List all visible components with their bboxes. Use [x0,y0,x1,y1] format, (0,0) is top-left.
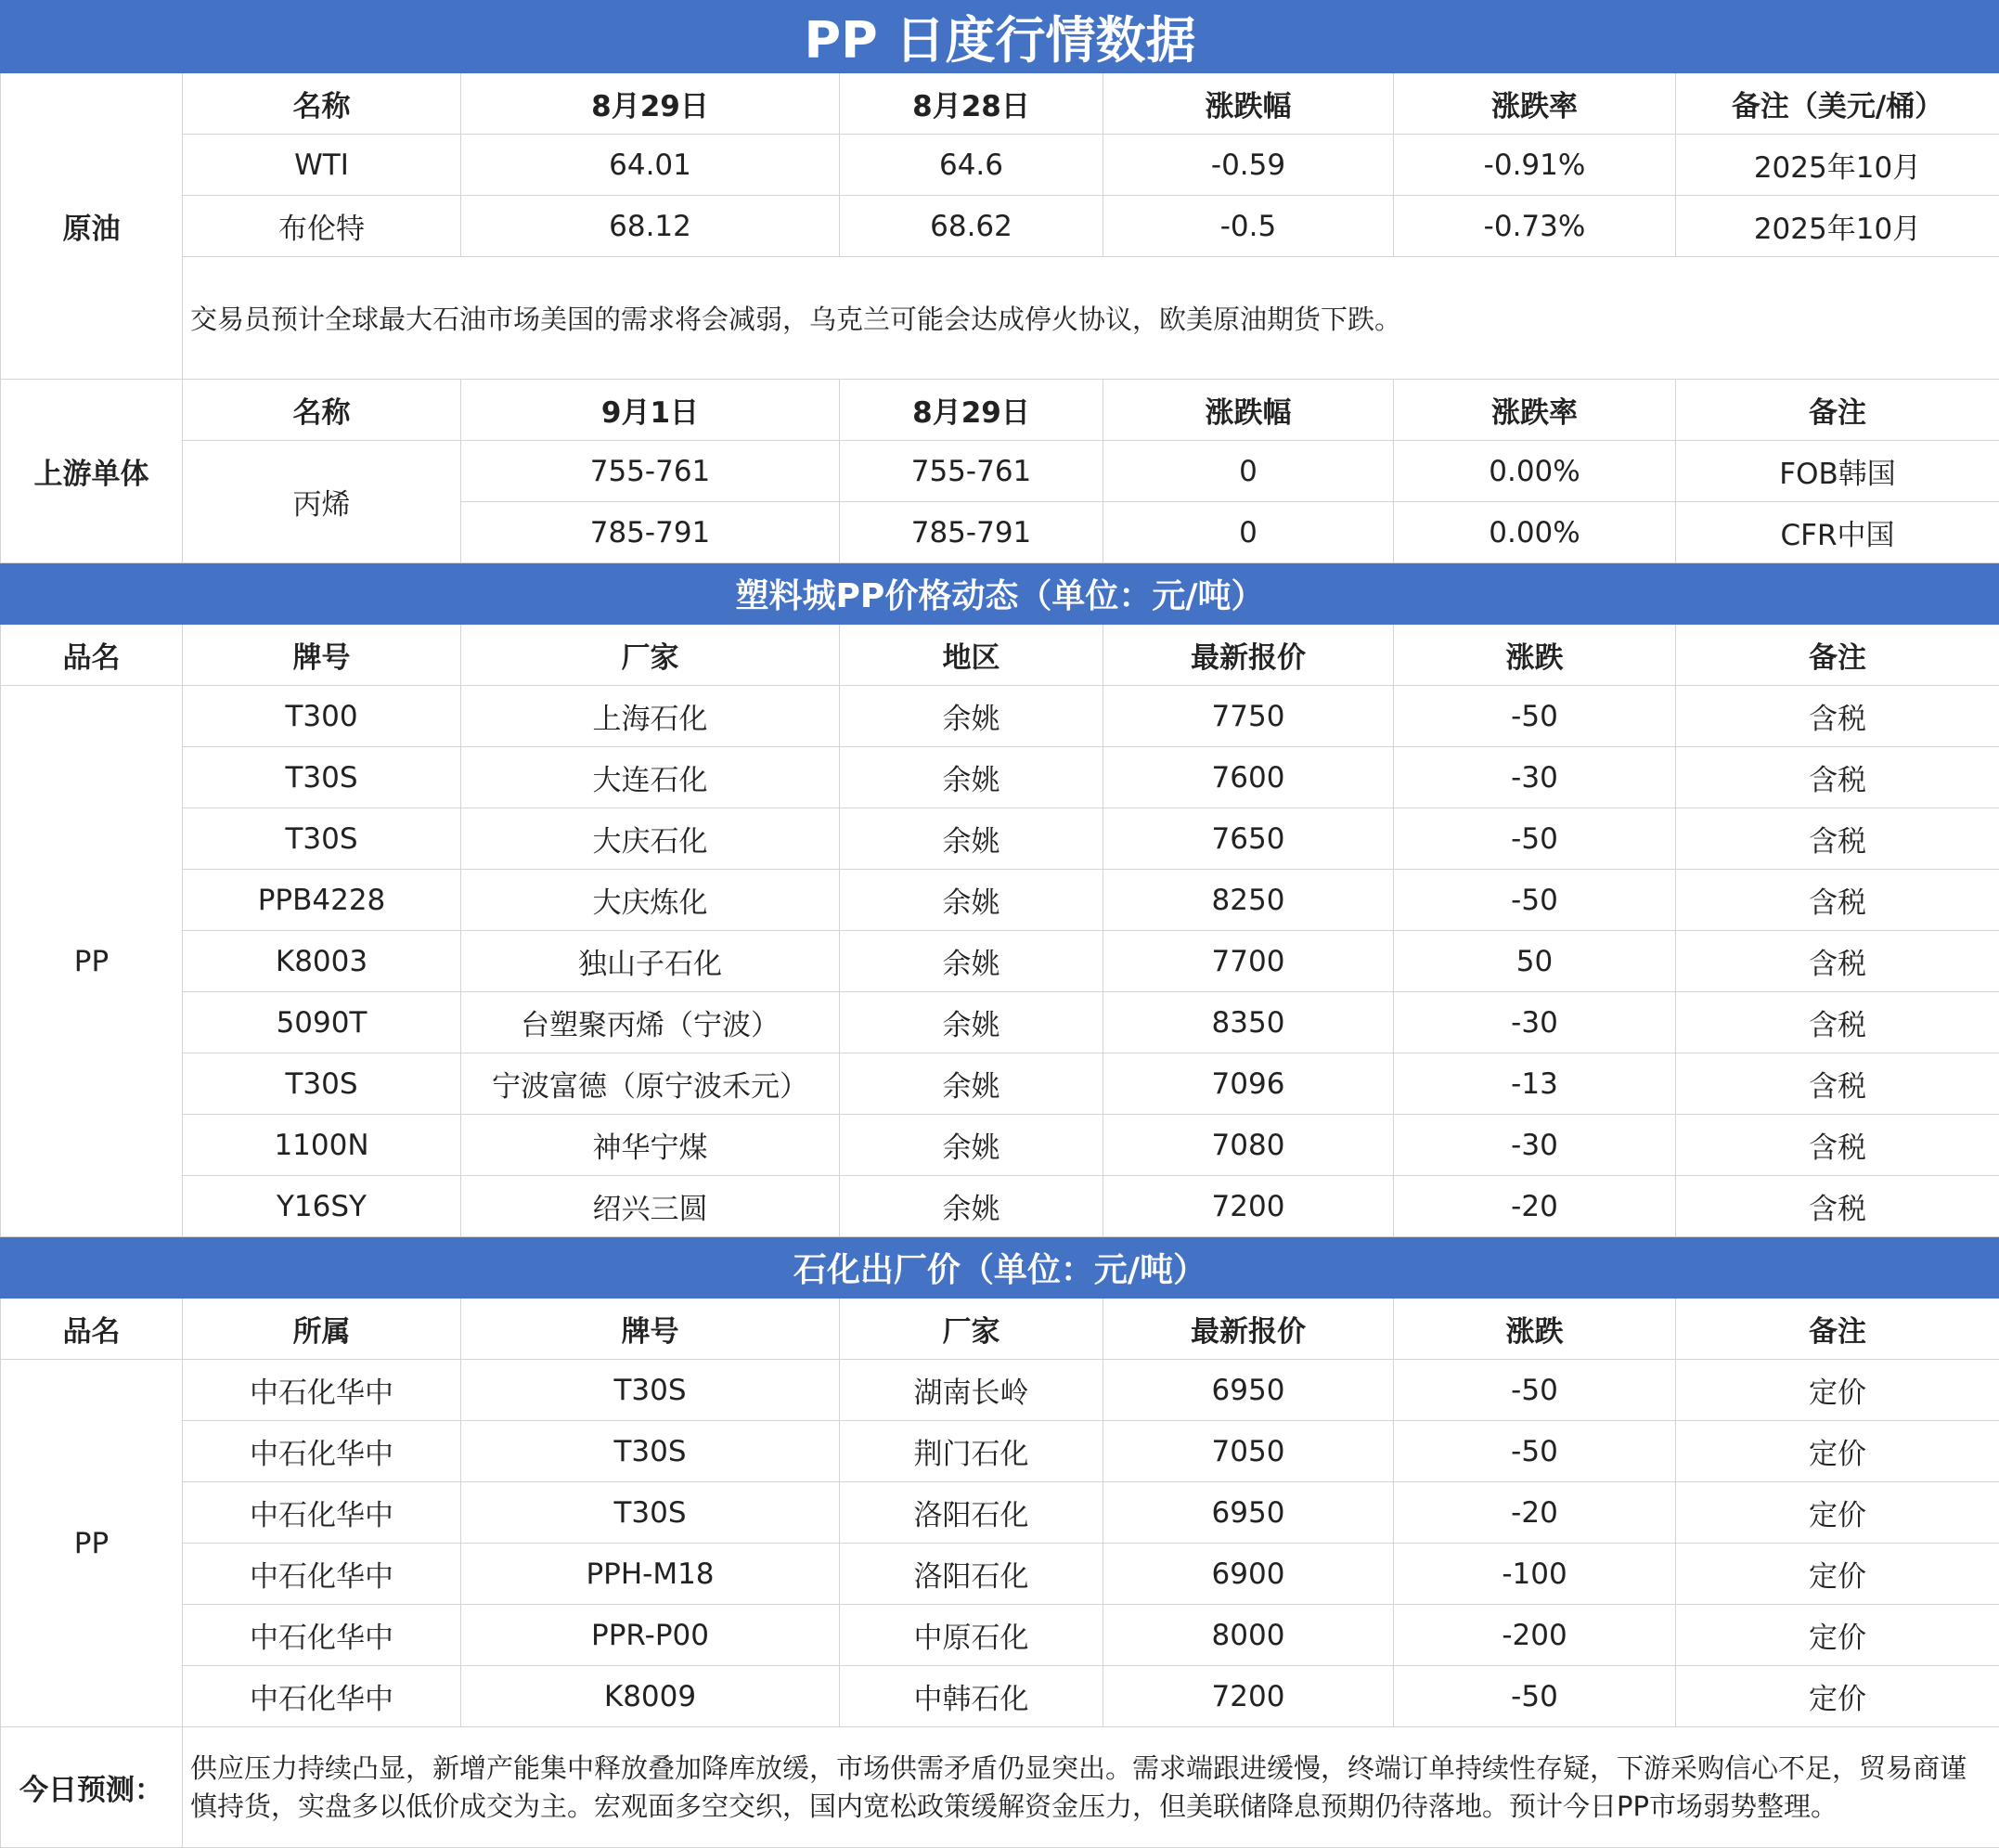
price-cell: 中石化华中 [183,1421,461,1482]
price-cell: 大庆炼化 [461,870,840,931]
upstream-cell: 785-791 [461,502,840,563]
plastics-city-row [1,931,1999,992]
price-cell: 50 [1394,931,1676,992]
price-cell: 余姚 [840,992,1103,1053]
petrochem-row [1,1360,1999,1421]
price-cell: 5090T [183,992,461,1053]
column-header: 涨跌幅 [1103,380,1394,441]
price-cell: T300 [183,686,461,747]
price-cell: 余姚 [840,1053,1103,1115]
column-header: 涨跌率 [1394,73,1676,135]
plastics-city-row [1,1053,1999,1115]
price-cell: -30 [1394,1115,1676,1176]
price-cell: 定价 [1676,1360,1999,1421]
column-header: 备注 [1676,625,1999,686]
crude-row [1,196,1999,257]
price-cell: 绍兴三圆 [461,1176,840,1237]
column-header: 名称 [183,73,461,135]
price-cell: 洛阳石化 [840,1482,1103,1544]
column-header: 9月1日 [461,380,840,441]
price-cell: 大庆石化 [461,808,840,870]
plastics-city-row [1,747,1999,808]
crude-cell: WTI [183,135,461,196]
page-title: PP 日度行情数据 [1,1,1999,73]
forecast-text: 供应压力持续凸显，新增产能集中释放叠加降库放缓，市场供需矛盾仍显突出。需求端跟进缓慢，终端订单持续性存疑，下游采购信心不足，贸易商谨慎持货，实盘多以低价成交为主。宏观面多空交织，国内宽松政策缓解资金压力，但美联储降息预期仍待落地。预计今日PP市场弱势整理。 [183,1727,1999,1848]
column-header: 涨跌 [1394,625,1676,686]
price-cell: -50 [1394,1360,1676,1421]
upstream-cell: 0.00% [1394,502,1676,563]
petrochem-row [1,1666,1999,1727]
price-cell: 含税 [1676,1176,1999,1237]
petrochem-banner [1,1237,1999,1299]
petrochem-row [1,1605,1999,1666]
crude-oil-label: 原油 [1,73,183,380]
price-cell: 含税 [1676,931,1999,992]
column-header: 备注 [1676,380,1999,441]
price-cell: 含税 [1676,992,1999,1053]
price-cell: 余姚 [840,747,1103,808]
product-name: PP [1,1360,183,1727]
price-cell: 神华宁煤 [461,1115,840,1176]
petrochem-row [1,1544,1999,1605]
crude-note-row [1,257,1999,380]
column-header: 牌号 [183,625,461,686]
price-cell: 含税 [1676,747,1999,808]
price-cell: 定价 [1676,1482,1999,1544]
price-cell: 定价 [1676,1421,1999,1482]
price-cell: 洛阳石化 [840,1544,1103,1605]
price-cell: -30 [1394,992,1676,1053]
column-header: 涨跌 [1394,1299,1676,1360]
price-cell: -200 [1394,1605,1676,1666]
price-cell: 中石化华中 [183,1544,461,1605]
price-cell: PPB4228 [183,870,461,931]
price-cell: 余姚 [840,1176,1103,1237]
price-cell: -13 [1394,1053,1676,1115]
price-cell: 含税 [1676,808,1999,870]
price-cell: 7200 [1103,1176,1394,1237]
price-cell: 含税 [1676,1115,1999,1176]
price-cell: K8009 [461,1666,840,1727]
crude-cell: -0.73% [1394,196,1676,257]
crude-header-row [1,73,1999,135]
price-cell: 8000 [1103,1605,1394,1666]
price-cell: 中石化华中 [183,1605,461,1666]
crude-cell: -0.5 [1103,196,1394,257]
upstream-label: 上游单体 [1,380,183,563]
price-cell: 定价 [1676,1544,1999,1605]
column-header: 牌号 [461,1299,840,1360]
crude-cell: 2025年10月 [1676,135,1999,196]
column-header: 8月28日 [840,73,1103,135]
column-header: 涨跌率 [1394,380,1676,441]
price-cell: K8003 [183,931,461,992]
petrochem-row [1,1421,1999,1482]
price-cell: 7650 [1103,808,1394,870]
price-cell: PPH-M18 [461,1544,840,1605]
price-cell: -50 [1394,808,1676,870]
price-cell: 余姚 [840,931,1103,992]
section-title: 塑料城PP价格动态（单位：元/吨） [1,563,1999,625]
plastics-city-row [1,992,1999,1053]
price-cell: T30S [183,747,461,808]
column-header: 备注（美元/桶） [1676,73,1999,135]
upstream-header-row [1,380,1999,441]
price-cell: T30S [461,1482,840,1544]
crude-cell: -0.59 [1103,135,1394,196]
price-cell: 含税 [1676,686,1999,747]
price-cell: 独山子石化 [461,931,840,992]
price-cell: 中原石化 [840,1605,1103,1666]
petrochem-row [1,1482,1999,1544]
column-header: 地区 [840,625,1103,686]
price-cell: 余姚 [840,870,1103,931]
plastics-city-header-row [1,625,1999,686]
upstream-row [1,441,1999,502]
crude-row [1,135,1999,196]
price-cell: 余姚 [840,1115,1103,1176]
crude-cell: 64.01 [461,135,840,196]
crude-cell: -0.91% [1394,135,1676,196]
upstream-cell: CFR中国 [1676,502,1999,563]
column-header: 所属 [183,1299,461,1360]
price-cell: -20 [1394,1482,1676,1544]
price-cell: T30S [183,1053,461,1115]
price-cell: 大连石化 [461,747,840,808]
column-header: 涨跌幅 [1103,73,1394,135]
plastics-city-row [1,808,1999,870]
upstream-cell: 785-791 [840,502,1103,563]
upstream-cell: 0.00% [1394,441,1676,502]
column-header: 备注 [1676,1299,1999,1360]
price-cell: 宁波富德（原宁波禾元） [461,1053,840,1115]
price-cell: 7050 [1103,1421,1394,1482]
price-cell: 7750 [1103,686,1394,747]
crude-cell: 68.62 [840,196,1103,257]
plastics-city-row [1,870,1999,931]
price-cell: 7600 [1103,747,1394,808]
column-header: 8月29日 [461,73,840,135]
price-cell: 6900 [1103,1544,1394,1605]
crude-note: 交易员预计全球最大石油市场美国的需求将会减弱，乌克兰可能会达成停火协议，欧美原油期货下跌。 [183,257,1999,380]
crude-cell: 布伦特 [183,196,461,257]
upstream-cell: 755-761 [840,441,1103,502]
price-cell: 7200 [1103,1666,1394,1727]
plastics-city-row [1,1115,1999,1176]
price-cell: 中石化华中 [183,1666,461,1727]
price-cell: -100 [1394,1544,1676,1605]
price-cell: 7080 [1103,1115,1394,1176]
price-cell: 7096 [1103,1053,1394,1115]
price-cell: 余姚 [840,686,1103,747]
upstream-cell: FOB韩国 [1676,441,1999,502]
price-cell: 定价 [1676,1605,1999,1666]
price-cell: -20 [1394,1176,1676,1237]
column-header: 名称 [183,380,461,441]
price-cell: 含税 [1676,870,1999,931]
price-cell: 湖南长岭 [840,1360,1103,1421]
price-cell: 6950 [1103,1482,1394,1544]
price-cell: 8350 [1103,992,1394,1053]
price-cell: 中石化华中 [183,1360,461,1421]
column-header: 品名 [1,625,183,686]
price-cell: -30 [1394,747,1676,808]
price-cell: Y16SY [183,1176,461,1237]
upstream-name: 丙烯 [183,441,461,563]
price-cell: -50 [1394,870,1676,931]
column-header: 最新报价 [1103,625,1394,686]
crude-cell: 68.12 [461,196,840,257]
crude-cell: 64.6 [840,135,1103,196]
price-cell: PPR-P00 [461,1605,840,1666]
price-cell: 含税 [1676,1053,1999,1115]
forecast-row [1,1727,1999,1848]
column-header: 8月29日 [840,380,1103,441]
price-cell: 余姚 [840,808,1103,870]
price-cell: 7700 [1103,931,1394,992]
price-cell: 台塑聚丙烯（宁波） [461,992,840,1053]
price-cell: 上海石化 [461,686,840,747]
column-header: 厂家 [461,625,840,686]
price-cell: 8250 [1103,870,1394,931]
petrochem-header-row [1,1299,1999,1360]
plastics-city-banner [1,563,1999,625]
price-cell: -50 [1394,1666,1676,1727]
plastics-city-row [1,686,1999,747]
price-cell: 定价 [1676,1666,1999,1727]
price-cell: T30S [461,1421,840,1482]
crude-cell: 2025年10月 [1676,196,1999,257]
price-cell: 中韩石化 [840,1666,1103,1727]
price-cell: 中石化华中 [183,1482,461,1544]
upstream-cell: 755-761 [461,441,840,502]
column-header: 厂家 [840,1299,1103,1360]
product-name: PP [1,686,183,1237]
upstream-cell: 0 [1103,441,1394,502]
price-cell: T30S [183,808,461,870]
price-cell: T30S [461,1360,840,1421]
price-cell: -50 [1394,686,1676,747]
plastics-city-row [1,1176,1999,1237]
column-header: 品名 [1,1299,183,1360]
section-title: 石化出厂价（单位：元/吨） [1,1237,1999,1299]
column-header: 最新报价 [1103,1299,1394,1360]
price-cell: 荆门石化 [840,1421,1103,1482]
price-cell: -50 [1394,1421,1676,1482]
upstream-cell: 0 [1103,502,1394,563]
price-cell: 1100N [183,1115,461,1176]
forecast-label: 今日预测： [1,1727,183,1848]
price-cell: 6950 [1103,1360,1394,1421]
